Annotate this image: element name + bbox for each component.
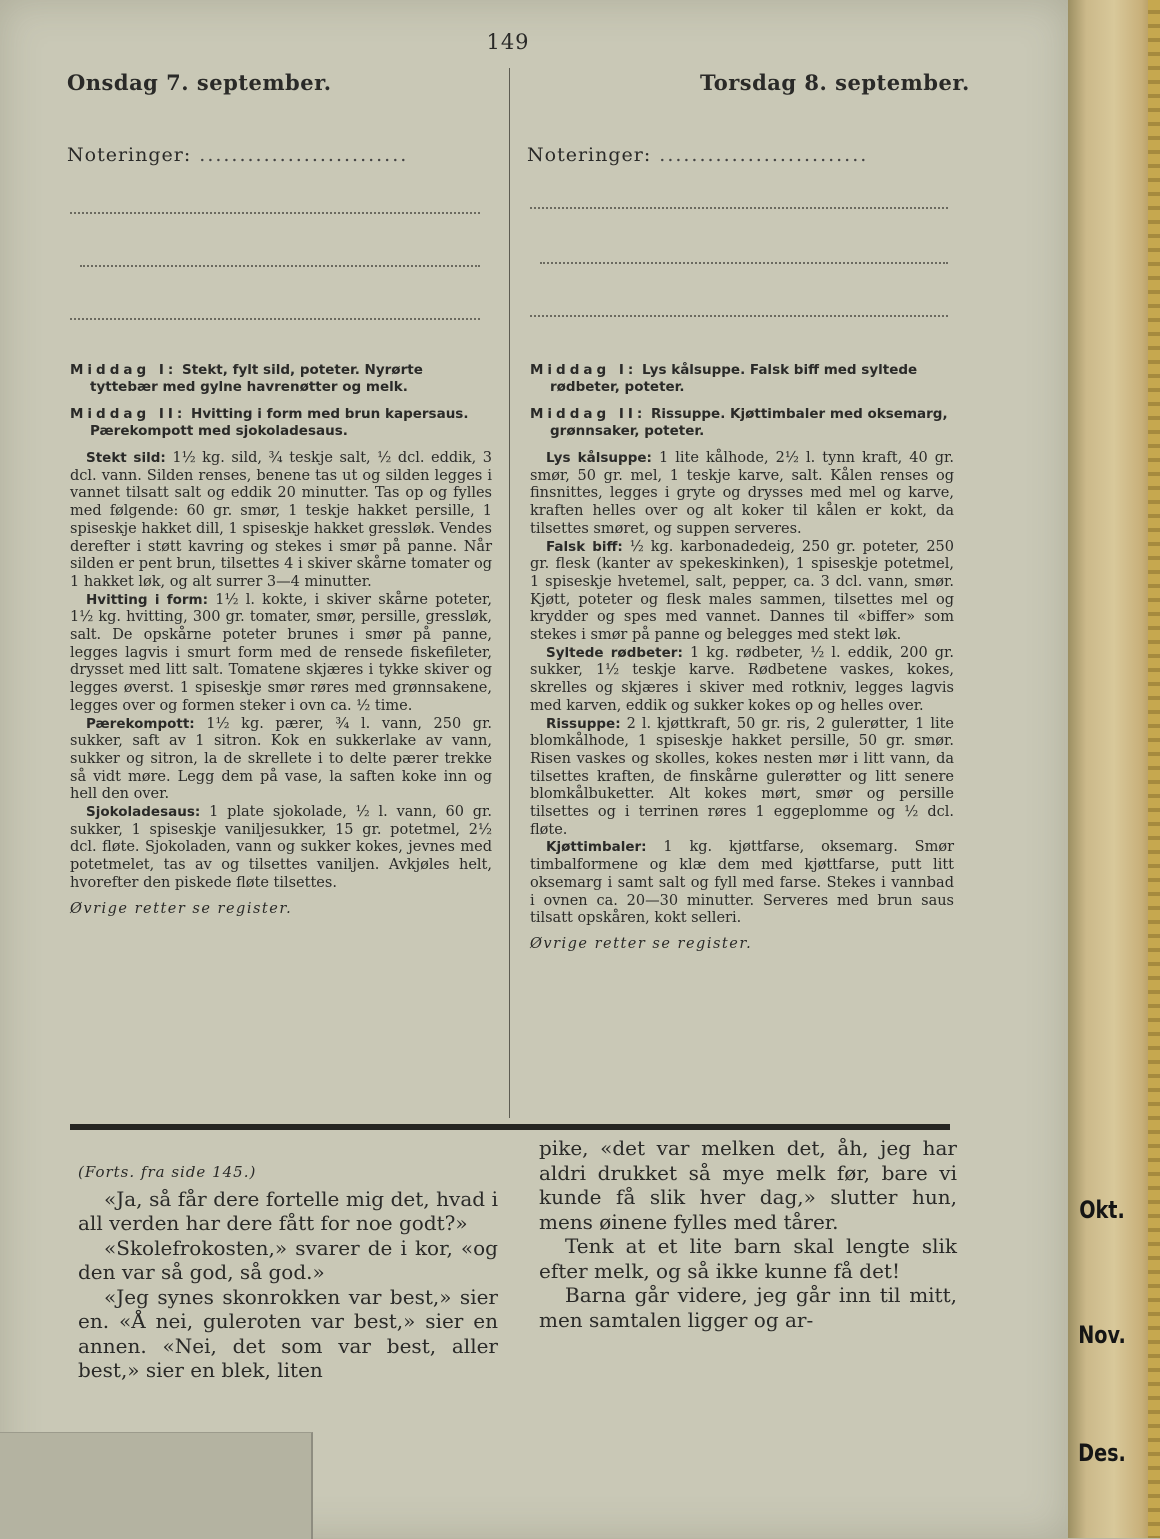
left-note-line-1[interactable] [70, 212, 480, 214]
right-recipe-column [530, 362, 954, 954]
recipe-hvitting-i-form: Hvitting i form: 1½ l. kokte, i skiver skårne poteter, 1½ kg. hvitting, 300 gr. tomater, smør, persille, gressløk, salt. De opskårne poteter brunes i smør på panne, legges lagvis i smurt form med de rensede fiskefileter, drysset med litt salt. Tomatene skjæres i tykke skiver og legges øverst. 1 spiseskje smør røres med grønnsakene, legges over og formen steker i ovn ca. ½ time. [70, 591, 492, 714]
left-note-line-2[interactable] [80, 265, 480, 267]
right-dinner-2: Middag II: Rissuppe. Kjøttimbaler med oksemarg, grønnsaker, poteter. [530, 406, 948, 439]
right-notes-label: Noteringer: .......................... [527, 144, 869, 166]
recipe-paerekompott: Pærekompott: 1½ kg. pærer, ¾ l. vann, 250 gr. sukker, saft av 1 sitron. Kok en sukkerlake av vann, sukker og sitron, la de skrellete i to delte pærer trekke så vidt møre. Legg dem på vase, la saften koke inn og hell den over. [70, 715, 493, 803]
month-tab-nov[interactable]: Nov. [1078, 1321, 1126, 1349]
recipe-sjokoladesaus: Sjokoladesaus: 1 plate sjokolade, ½ l. vann, 60 gr. sukker, 1 spiseskje vaniljesukker, 15 gr. potetmel, 2½ dcl. fløte. Sjokoladen, vann og sukker kokes, jevnes med potetmelet, tas av og tilsettes vaniljen. Avkjøles helt, hvorefter den piskede fløte tilsettes. [70, 804, 492, 891]
recipe-syltede-rodbeter: Syltede rødbeter: 1 kg. rødbeter, ½ l. eddik, 200 gr. sukker, 1½ teskje karve. Rødbetene vaskes, kokes, skrelles og skjæres i skiver med rotkniv, legges lagvis med karven, eddik og sukker kokes op og helles over. [530, 644, 954, 714]
continued-from: (Forts. fra side 145.) [78, 1163, 257, 1181]
right-note-line-3[interactable] [530, 315, 948, 317]
binding-stripe [1148, 0, 1160, 1538]
month-tab-oct[interactable]: Okt. [1079, 1196, 1125, 1224]
left-recipe-column [70, 362, 492, 918]
page-number: 149 [486, 30, 530, 54]
column-divider [509, 68, 510, 1118]
story-right-column [539, 1136, 957, 1332]
right-note-line-1[interactable] [530, 207, 948, 209]
month-tab-dec[interactable]: Des. [1078, 1439, 1126, 1467]
story-paragraph: «Jeg synes skonrokken var best,» sier en. «Å nei, guleroten var best,» sier en annen. «Nei, det som var best, aller best,» sier en blek, liten [78, 1284, 498, 1382]
story-paragraph: Tenk at et lite barn skal lengte slik efter melk, og så ikke kunne få det! [539, 1234, 957, 1283]
right-dinner-1: Middag I: Lys kålsuppe. Falsk biff med syltede rødbeter, poteter. [530, 362, 918, 395]
right-day-heading: Torsdag 8. september. [700, 70, 970, 95]
story-paragraph: Barna går videre, jeg går inn til mitt, men samtalen ligger og ar- [539, 1283, 957, 1332]
section-rule [70, 1124, 950, 1130]
blank-stamp-box [0, 1432, 313, 1539]
recipe-kjottimbaler: Kjøttimbaler: 1 kg. kjøttfarse, oksemarg. Smør timbalformene og klæ dem med kjøttfarse, putt litt oksemarg i samt salt og fyll med farse. Stekes i vannbad i ovnen ca. 20—30 minutter. Serveres med brun saus tilsatt opskåren, kokt selleri. [530, 839, 955, 927]
right-note-line-2[interactable] [540, 262, 948, 264]
left-other-dishes: Øvrige retter se register. [70, 900, 293, 917]
recipe-falsk-biff: Falsk biff: ½ kg. karbonadedeig, 250 gr. poteter, 250 gr. flesk (kanter av spekeskinken), 1 spiseskje potetmel, 1 spiseskje hvetemel, salt, pepper, ca. 3 dcl. vann, smør. Kjøtt, poteter og flesk males sammen, tilsettes mel og krydder og spes med vannet. Dannes til «biffer» som stekes i smør på panne og belegges med stekt løk. [530, 538, 955, 644]
recipe-rissuppe: Rissuppe: 2 l. kjøttkraft, 50 gr. ris, 2 gulerøtter, 1 lite blomkålhode, 1 spiseskje hakket persille, 50 gr. smør. Risen vaskes og skolles, kokes nesten mør i litt vann, da tilsettes kraften, de finskårne gulerøtter og litt senere blomkålbuketter. Alt kokes mørt, smør og persille tilsettes og i terrinen røres 1 eggeplomme og ½ dcl. fløte. [530, 715, 954, 838]
recipe-lys-kalsuppe: Lys kålsuppe: 1 lite kålhode, 2½ l. tynn kraft, 40 gr. smør, 50 gr. mel, 1 teskje karve, salt. Kålen renses og finsnittes, legges i gryte og drysses med mel og karve, kraften helles over og alt koker til kålen er kokt, da tilsettes smøret, og suppen serveres. [530, 450, 955, 537]
left-note-line-3[interactable] [70, 318, 480, 320]
left-day-heading: Onsdag 7. september. [67, 70, 332, 95]
story-left-column [78, 1160, 498, 1383]
story-paragraph: «Skolefrokosten,» svarer de i kor, «og den var så god, så god.» [78, 1235, 498, 1284]
left-notes-label: Noteringer: .......................... [67, 144, 409, 166]
story-paragraph: pike, «det var melken det, åh, jeg har aldri drukket så mye melk før, bare vi kunde få slik hver dag,» slutter hun, mens øinene fylles med tårer. [539, 1136, 957, 1234]
recipe-stekt-sild: Stekt sild: 1½ kg. sild, ¾ teskje salt, ½ dcl. eddik, 3 dcl. vann. Silden renses, benene tas ut og silden legges i vannet tilsatt salt og eddik 20 minutter. Tas op og fylles med følgende: 60 gr. smør, 1 teskje hakket persille, 1 spiseskje hakket dill, 1 spiseskje hakket gressløk. Vendes derefter i støtt kavring og stekes i smør på panne. Når silden er pent brun, tilsettes 4 i skiver skårne tomater og 1 hakket løk, og alt surrer 3—4 minutter. [70, 450, 492, 590]
right-other-dishes: Øvrige retter se register. [530, 935, 753, 952]
left-dinner-2: Middag II: Hvitting i form med brun kapersaus. Pærekompott med sjokoladesaus. [70, 406, 469, 439]
story-paragraph: «Ja, så får dere fortelle mig det, hvad i all verden har dere fått for noe godt?» [78, 1186, 498, 1235]
left-dinner-1: Middag I: Stekt, fylt sild, poteter. Nyrørte tyttebær med gylne havrenøtter og melk. [70, 362, 423, 395]
